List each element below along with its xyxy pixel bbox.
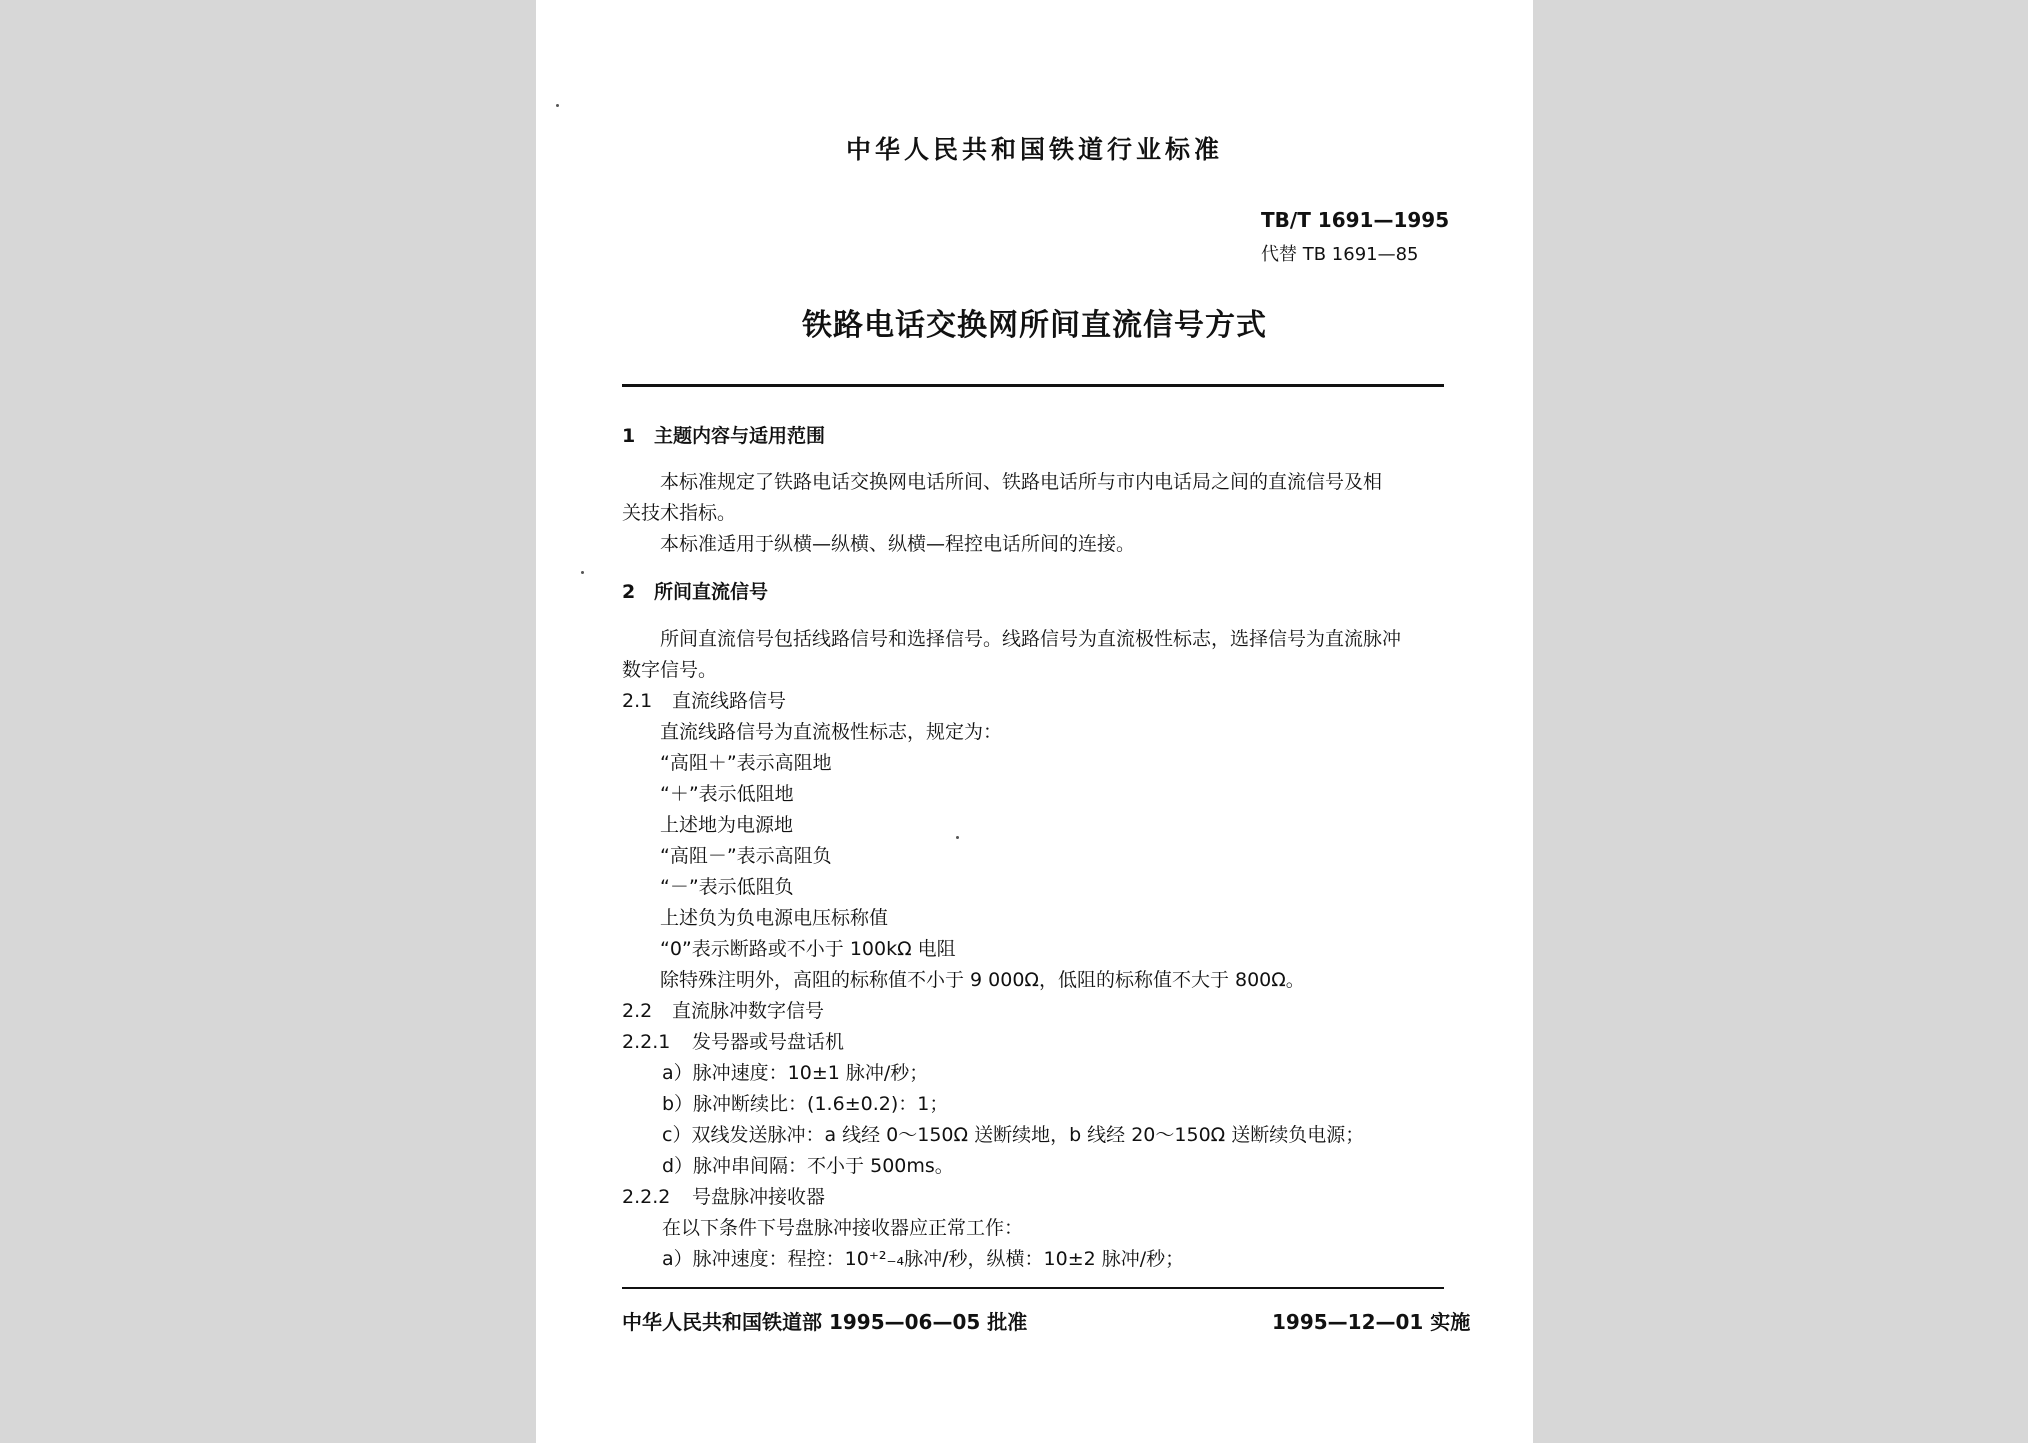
dc-line-signal-line: 除特殊注明外，高阻的标称值不小于 9 000Ω，低阻的标称值不大于 800Ω。 [660,969,1305,991]
subsection-2-2-1-heading [622,1027,844,1054]
document-page [536,0,1533,1443]
section-1-heading [622,421,825,448]
dc-line-signal-line: “＋”表示低阻地 [660,783,794,805]
section-number: 2 [622,581,636,603]
dc-line-signal-line: “高阻－”表示高阻负 [660,845,832,867]
section-2-heading [622,577,768,604]
replaces-standard: 代替 TB 1691—85 [1261,244,1419,265]
pulse-spec-item: c）双线发送脉冲：a 线经 0～150Ω 送断续地，b 线经 20～150Ω 送断续负电源； [662,1124,1365,1146]
receiver-intro: 在以下条件下号盘脉冲接收器应正常工作： [662,1217,1024,1239]
pulse-spec-item: d）脉冲串间隔：不小于 500ms。 [662,1155,954,1177]
scan-speck [581,571,584,574]
section-number: 1 [622,425,636,447]
subsection-title: 发号器或号盘话机 [692,1031,845,1053]
dc-line-signal-line: 直流线路信号为直流极性标志，规定为： [660,721,1003,743]
subsection-number: 2.2 [622,1000,653,1022]
subsection-title: 直流脉冲数字信号 [672,1000,825,1022]
subsection-2-2-heading [622,996,824,1023]
subsection-title: 直流线路信号 [672,690,787,712]
effective-date-line: 1995—12—01 实施 [1272,1310,1471,1334]
standard-agency-title: 中华人民共和国铁道行业标准 [845,135,1223,164]
subsection-number: 2.2.2 [622,1186,671,1208]
subsection-number: 2.1 [622,690,653,712]
dc-line-signal-line: “－”表示低阻负 [660,876,794,898]
scan-speck [556,104,559,107]
subsection-2-2-2-heading [622,1182,825,1209]
dc-line-signal-line: 上述地为电源地 [660,814,794,836]
section-1-paragraph-1-line-1: 本标准规定了铁路电话交换网电话所间、铁路电话所与市内电话局之间的直流信号及相 [660,471,1383,493]
subsection-title: 号盘脉冲接收器 [692,1186,826,1208]
subsection-2-1-heading [622,686,786,713]
receiver-spec-item: a）脉冲速度：程控：10⁺²₋₄脉冲/秒，纵横：10±2 脉冲/秒； [662,1248,1185,1270]
subsection-number: 2.2.1 [622,1031,671,1053]
document-title: 铁路电话交换网所间直流信号方式 [802,308,1267,343]
pulse-spec-item: a）脉冲速度：10±1 脉冲/秒； [662,1062,929,1084]
dc-line-signal-line: “0”表示断路或不小于 100kΩ 电阻 [660,938,956,960]
section-1-paragraph-1-line-2: 关技术指标。 [622,502,737,524]
dc-line-signal-line: 上述负为负电源电压标称值 [660,907,889,929]
section-title: 主题内容与适用范围 [654,425,826,447]
scan-speck [956,836,959,839]
header-divider [622,384,1444,387]
section-1-paragraph-2: 本标准适用于纵横—纵横、纵横—程控电话所间的连接。 [660,533,1136,555]
dc-line-signal-line: “高阻＋”表示高阻地 [660,752,832,774]
standard-code: TB/T 1691—1995 [1261,208,1450,232]
section-title: 所间直流信号 [654,581,769,603]
section-2-paragraph-line-1: 所间直流信号包括线路信号和选择信号。线路信号为直流极性标志，选择信号为直流脉冲 [660,628,1402,650]
footer-divider [622,1287,1444,1289]
section-2-paragraph-line-2: 数字信号。 [622,659,718,681]
approval-line: 中华人民共和国铁道部 1995—06—05 批准 [622,1310,1028,1334]
pulse-spec-item: b）脉冲断续比：(1.6±0.2)：1； [662,1093,949,1115]
